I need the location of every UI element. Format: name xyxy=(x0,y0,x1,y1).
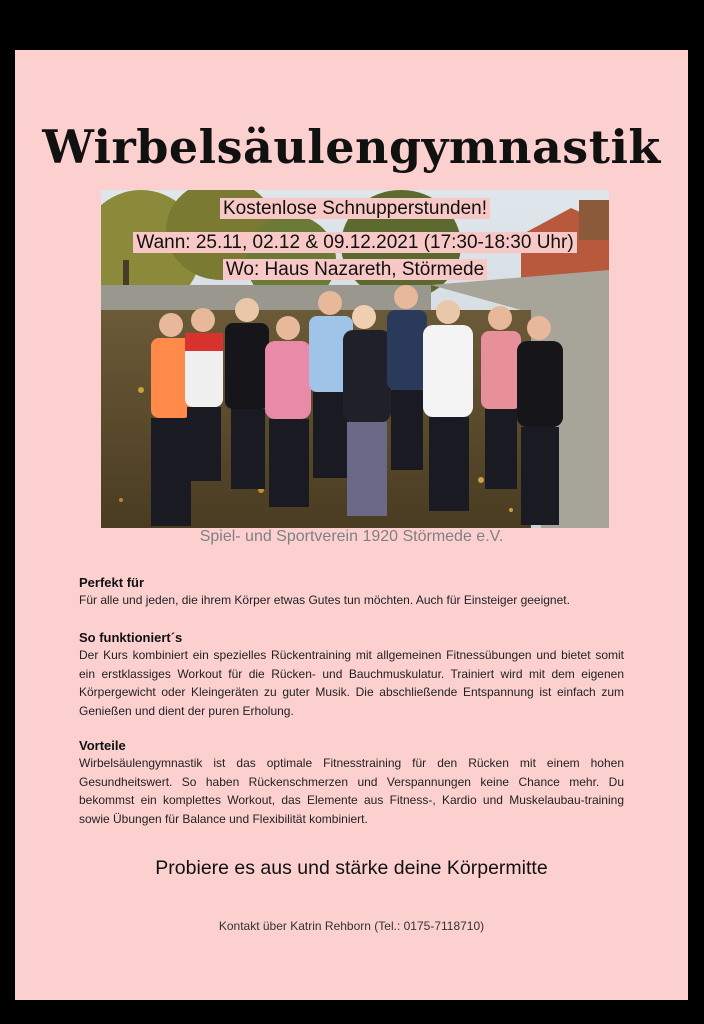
section-heading: So funktioniert´s xyxy=(79,630,183,645)
group-photo xyxy=(101,190,609,528)
banner-dates: Wann: 25.11, 02.12 & 09.12.2021 (17:30-18:30 Uhr) xyxy=(101,232,609,254)
section-perfekt-fuer xyxy=(79,575,624,610)
contact-info: Kontakt über Katrin Rehborn (Tel.: 0175-7118710) xyxy=(218,919,485,933)
section-text: Wirbelsäulengymnastik ist das optimale Fitnesstraining für den Rücken mit einem hohen Gesundheitswert. So haben Rückenschmerzen und Verspannungen keine Chance mehr. Du bekommst ein komplettes Workout, das Elemente aus Fitness-, Kardio und Muskelaubau-training sowie Übungen für Balance und Flexibilität kombiniert. xyxy=(79,756,624,826)
flyer-page xyxy=(15,50,688,1000)
club-name: Spiel- und Sportverein 1920 Störmede e.V. xyxy=(199,528,504,545)
section-so-funktionierts xyxy=(79,630,624,720)
flyer-title: Wirbelsäulengymnastik xyxy=(42,120,661,174)
section-text: Der Kurs kombiniert ein spezielles Rückentraining mit allgemeinen Fitnessübungen und bietet somit ein erstklassiges Workout für die Rücken- und Bauchmuskulatur. Trainiert wird mit dem eigenen Körpergewicht oder Kleingeräten zu guter Musik. Die abschließende Entspannung ist einfach zum Genießen und dient der puren Erholung. xyxy=(79,648,624,718)
section-text: Für alle und jeden, die ihrem Körper etwas Gutes tun möchten. Auch für Einsteiger geeignet. xyxy=(79,593,570,607)
call-to-action: Probiere es aus und stärke deine Körpermitte xyxy=(155,857,548,879)
banner-free-trial: Kostenlose Schnupperstunden! xyxy=(101,198,609,220)
section-heading: Perfekt für xyxy=(79,575,145,590)
banner-location: Wo: Haus Nazareth, Störmede xyxy=(101,259,609,281)
section-heading: Vorteile xyxy=(79,738,126,753)
section-vorteile xyxy=(79,738,624,828)
